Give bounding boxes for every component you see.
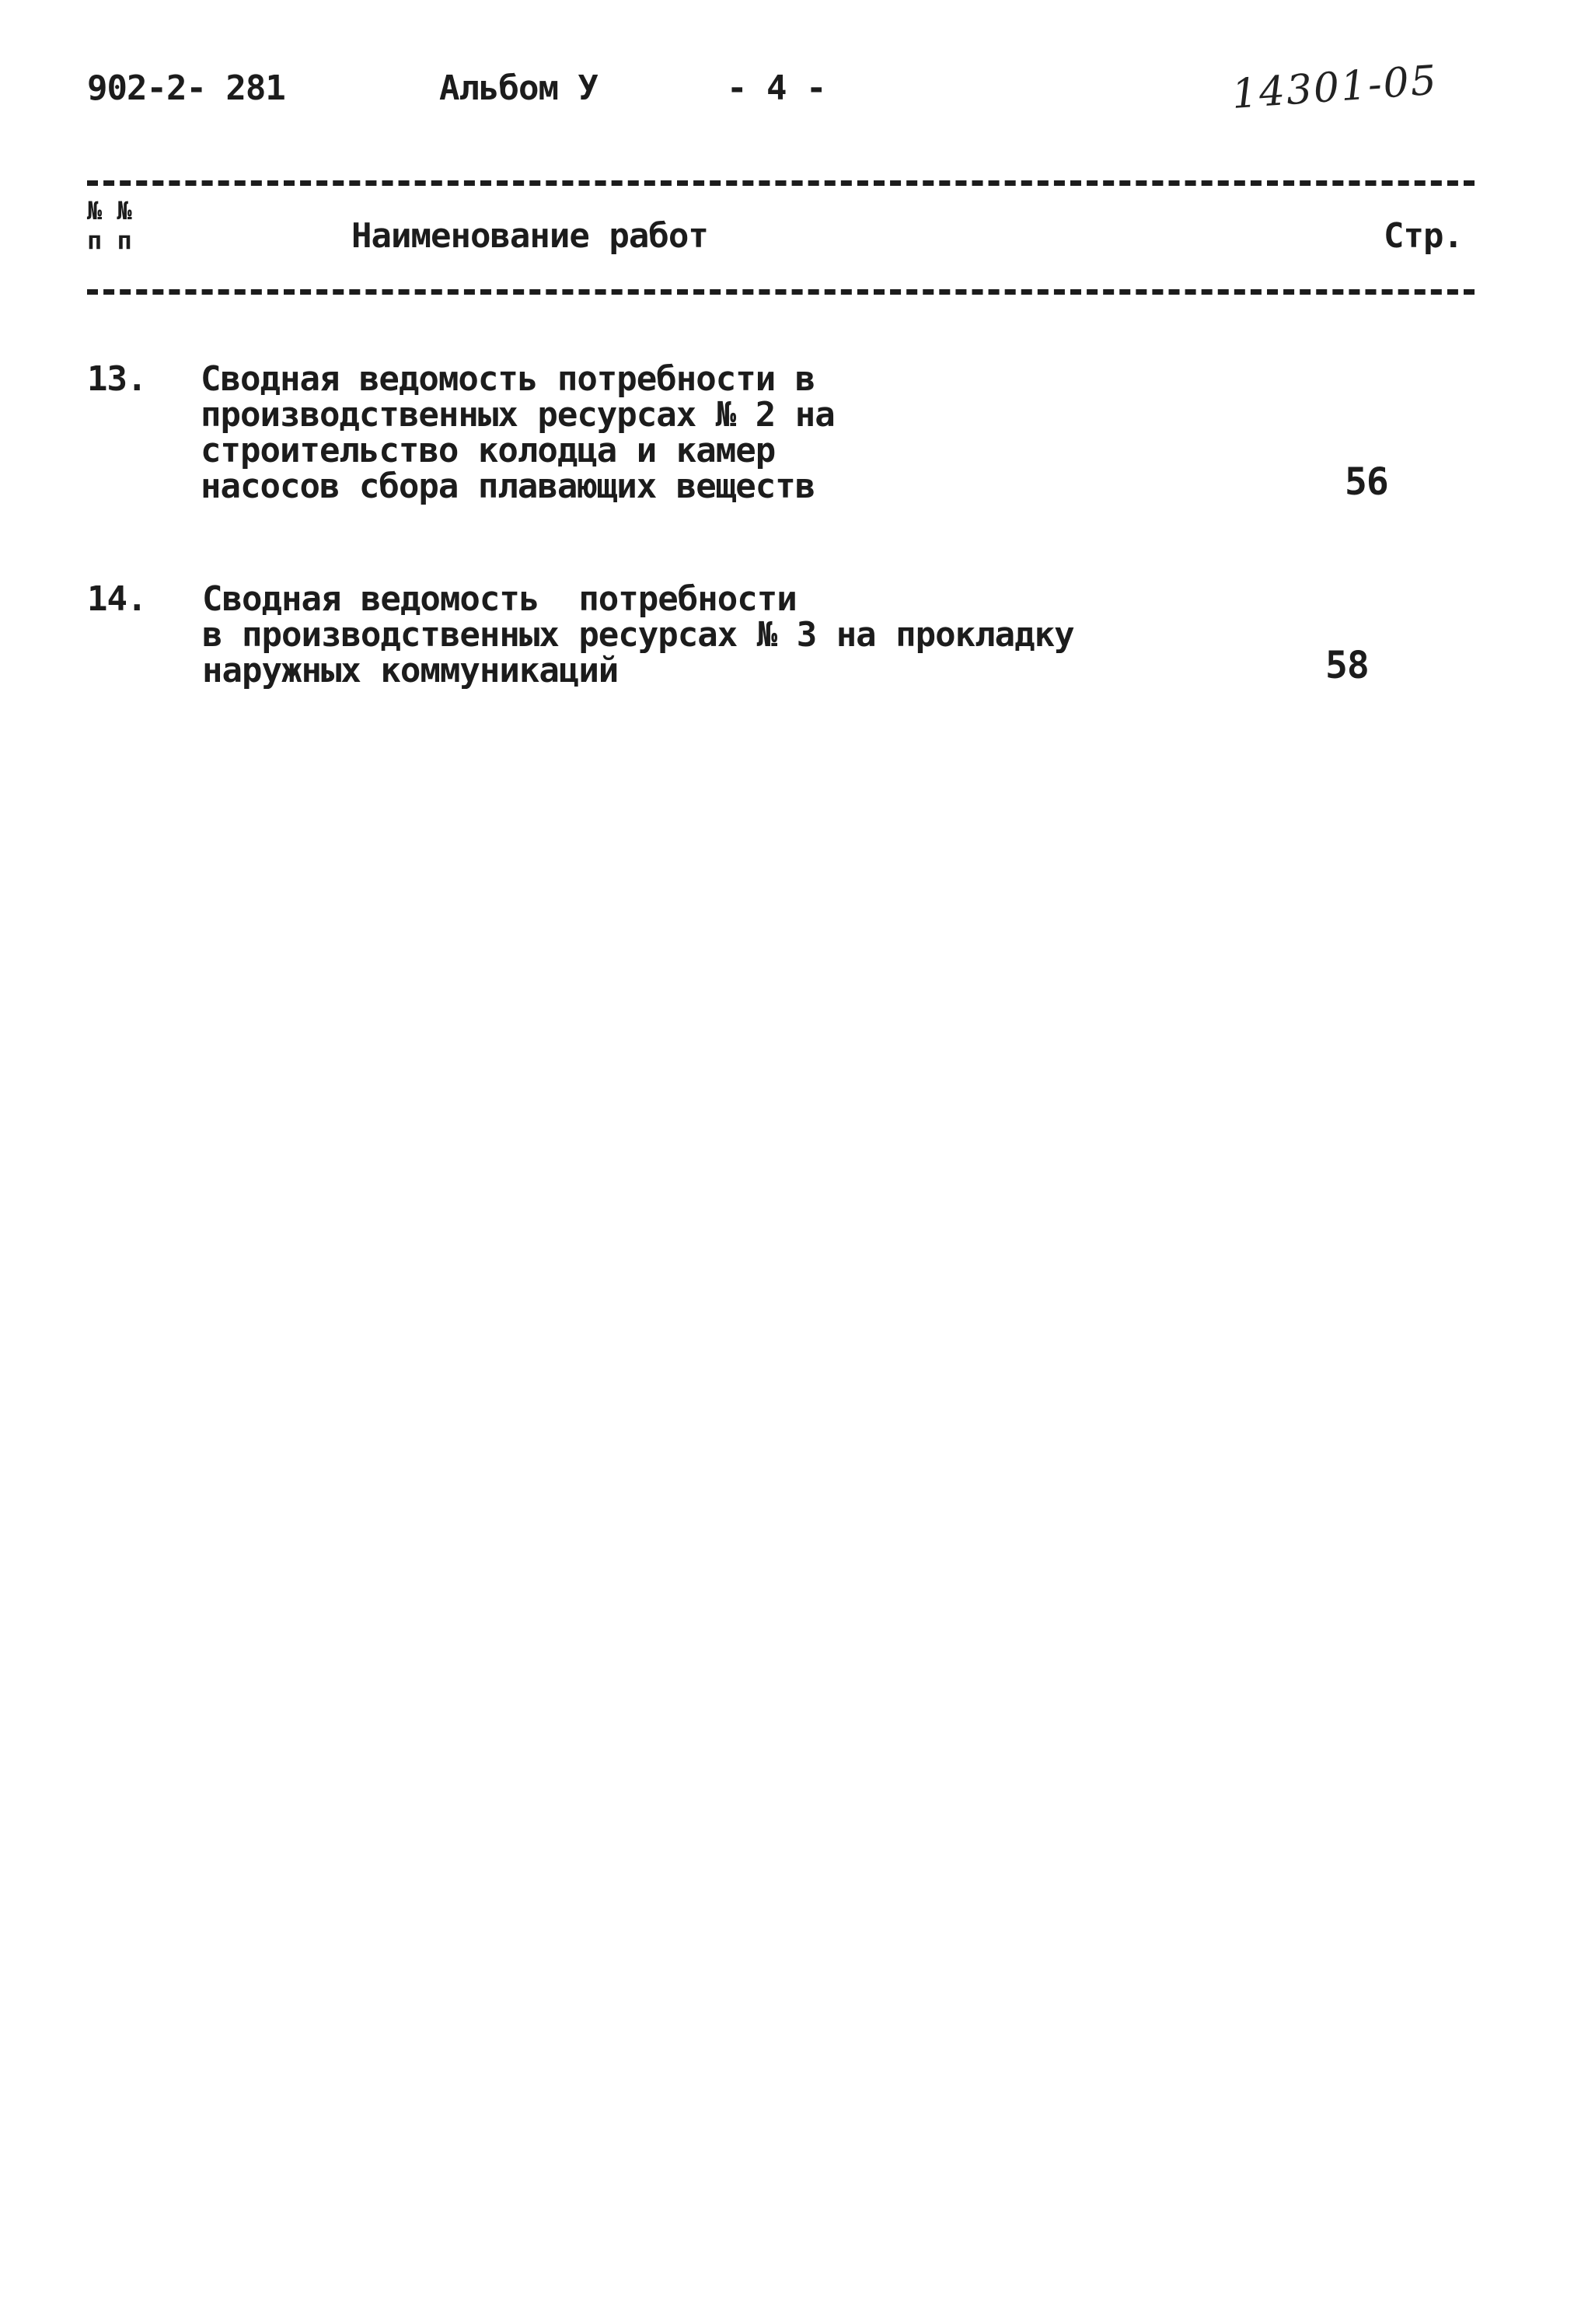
document-code: 902-2- 281 [87, 68, 285, 108]
handwritten-code: 14301-05 [1230, 57, 1440, 118]
entry-title: Сводная ведомость потребности в производственных ресурсах № 3 на прокладку наружных коммуникаций [202, 579, 1074, 690]
column-header-name: Наименование работ [351, 216, 708, 256]
header-rule-top [87, 180, 1475, 186]
entry-title: Сводная ведомость потребности в производственных ресурсах № 2 на строительство колодца и камер насосов сбора плавающих веществ [201, 359, 835, 506]
header-rule-bottom [87, 289, 1475, 295]
column-header-number: № № п п [87, 196, 132, 255]
entry-number: 14. [87, 579, 147, 619]
entry-number: 13. [87, 359, 147, 399]
column-header-page: Стр. [1384, 216, 1463, 256]
entry-page: 56 [1345, 460, 1388, 504]
page-number: - 4 - [727, 68, 826, 108]
entry-page: 58 [1325, 644, 1369, 687]
album-label: Альбом У [439, 68, 598, 108]
